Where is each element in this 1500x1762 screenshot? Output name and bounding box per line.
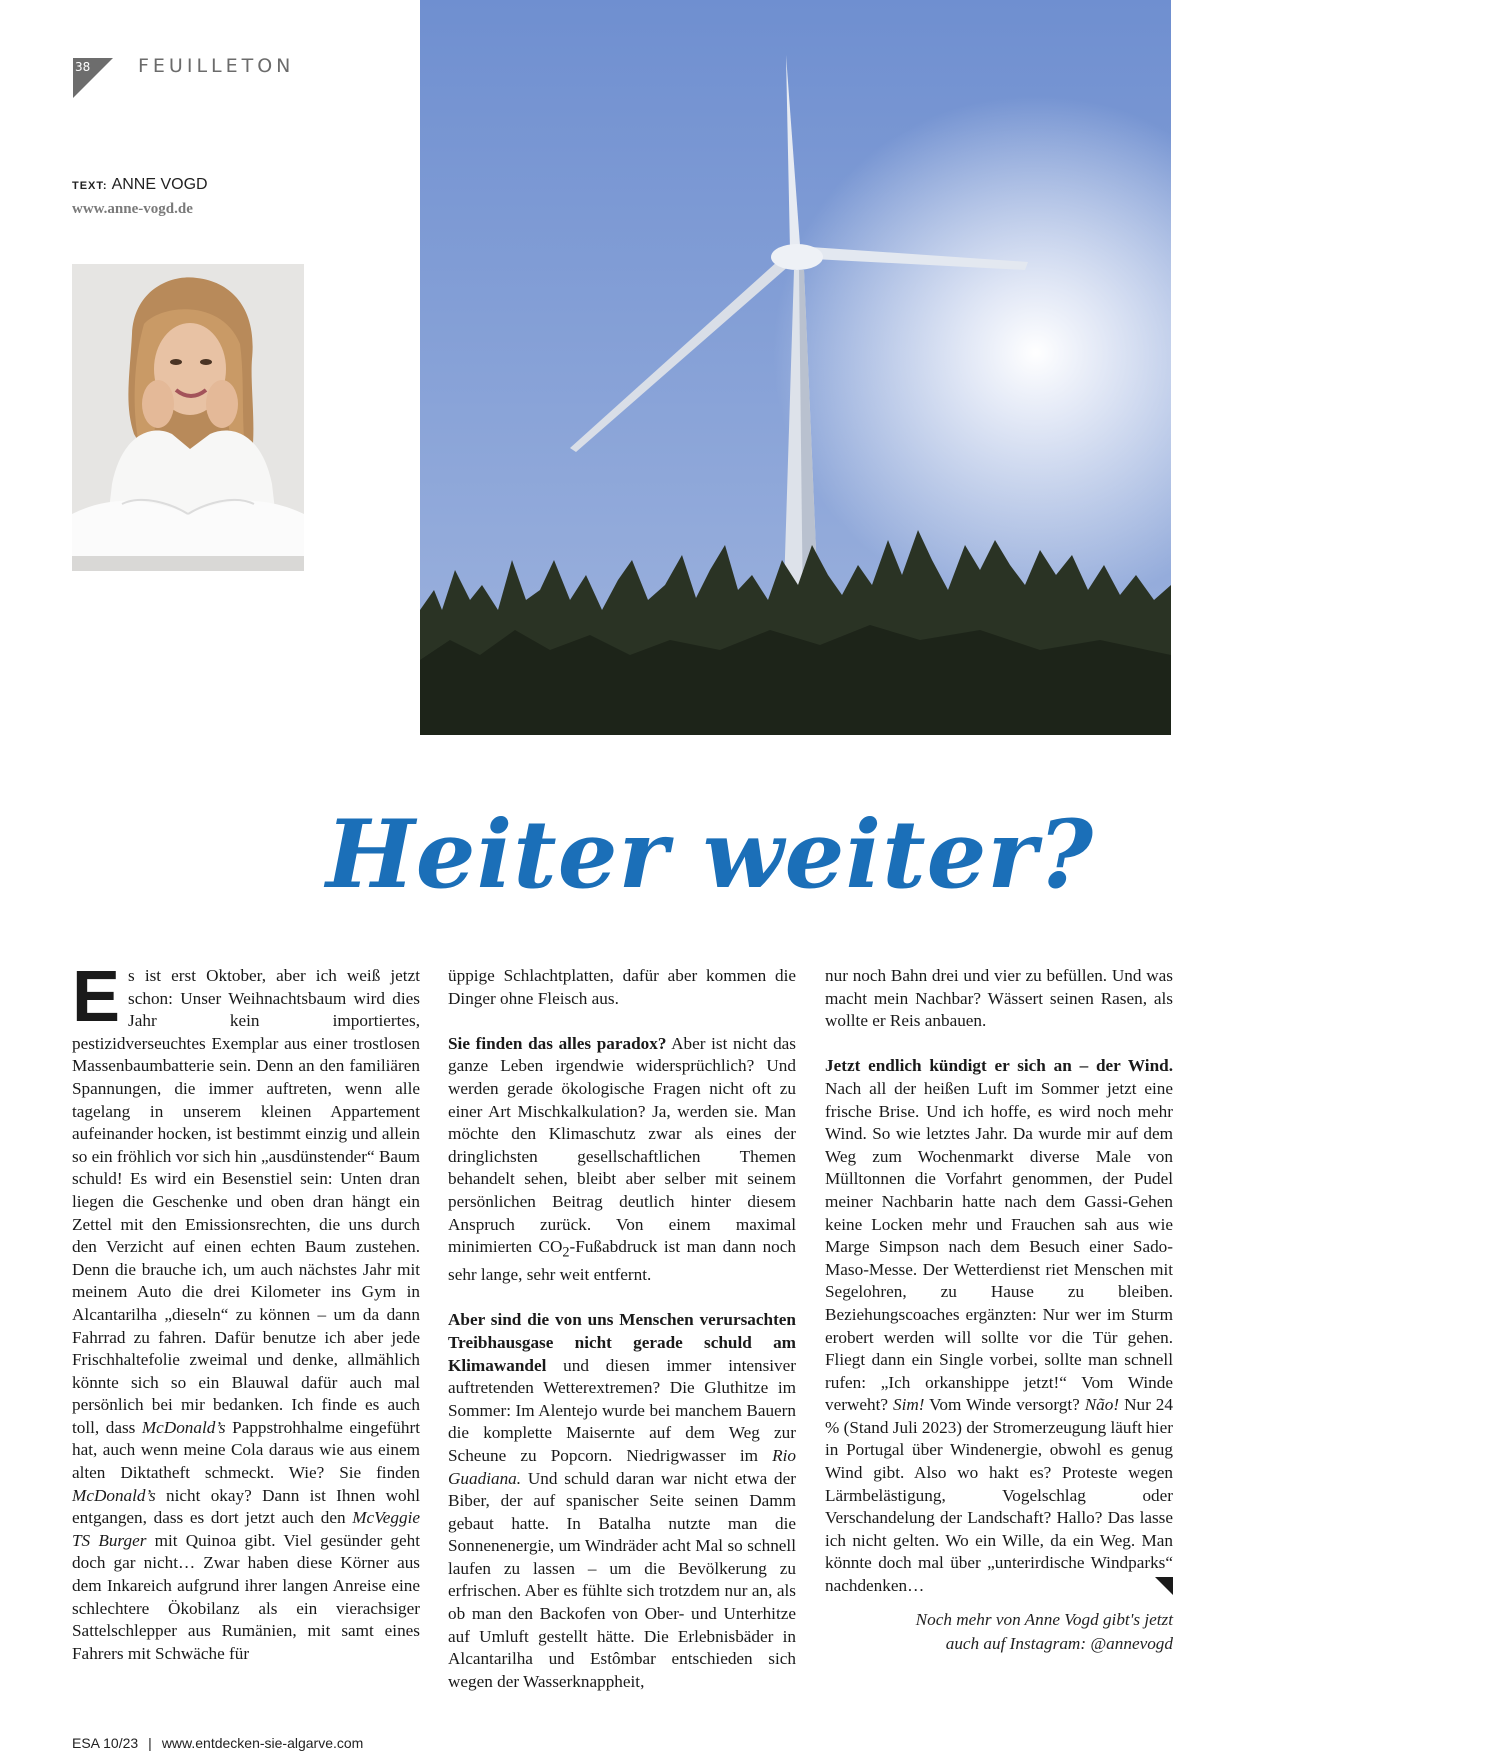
author-portrait (72, 264, 304, 571)
hero-wind-turbine-image (420, 0, 1171, 735)
end-mark-icon (1155, 1577, 1173, 1595)
text-run: Pappstrohhalme eingeführt hat, auch wenn meine Cola daraus wie aus einem alten Diktatheft schmeckt. Wie? Sie finden (72, 1417, 420, 1483)
author-website[interactable]: www.anne-vogd.de (72, 201, 193, 217)
author-label: TEXT: (72, 180, 108, 192)
text-run: Vom Winde versorgt? (924, 1395, 1085, 1415)
paragraph (825, 965, 1173, 1033)
footer-issue: ESA 10/23 (72, 1735, 139, 1751)
article-column-3 (825, 965, 1173, 1620)
paragraph (448, 965, 796, 1010)
text-run: nicht okay? Dann ist Ihnen wohl entgangen, dass es dort jetzt auch den (72, 1485, 420, 1528)
subscript: 2 (562, 1244, 570, 1261)
text-run: s ist erst Oktober, aber ich weiß jetzt schon: Unser Weihnachtsbaum wird dies Jahr kein importiertes, pestizidverseuchtes Exemplar aus einer trostlosen Massenbaumbatterie sein. Denn an den familiären Spannungen, die immer auftreten, wenn alle tagelang in unserem kleinen Appartement aufeinander hocken, ist bestimmt einzig und allein so ein fröhlich vor sich hin „ausdünstender“ Baum schuld! Es wird ein Besenstiel sein: Unten dran liegen die Geschenke und oben dran hängt ein Zettel mit den Emissionsrechten, die uns durch den Verzicht auf einen echten Baum zustehen. Denn die brauche ich, um auch nächstes Jahr mit meinem Auto die drei Kilometer ins Gym in Alcantarilha „dieseln“ zu können – um da dann Fahrrad zu fahren. Dafür benutze ich aber jede Frischhaltefolie zweimal und denke, allmählich könnte sich so ein Blauwal dafür auch mal persönlich bei mir bedanken. Ich finde es auch toll, dass (72, 966, 420, 1437)
italic-term: McDonald’s (72, 1485, 156, 1505)
note-line-1: Noch mehr von Anne Vogd gibt's jetzt (915, 1610, 1173, 1629)
text-run: nur noch Bahn drei und vier zu befüllen. Und was macht mein Nachbar? Wässert seinen Rasen, als wollte er Reis anbauen. (825, 966, 1173, 1031)
italic-term: Sim! (892, 1395, 925, 1415)
footer-separator: | (148, 1735, 152, 1751)
headline-text: Heiter weiter? (325, 800, 1095, 910)
author-credit (72, 176, 208, 194)
page-footer (72, 1735, 363, 1751)
article-column-1 (72, 957, 420, 1688)
paragraph (825, 1055, 1173, 1597)
text-run: Nur 24 % (Stand Juli 2023) der Stromerzeugung läuft hier in Portugal über Windenergie, obwohl es genug Wind gibt. Also wo hakt es? Proteste wegen Lärmbelästigung, Vogelschlag oder Verschandelung der Landschaft? Hallo? Das lasse ich nicht gelten. Wo ein Wille, da ein Weg. Man könnte doch mal über „unterirdische Windparks“ nachdenken… (825, 1395, 1173, 1596)
text-run: Nach all der heißen Luft im Sommer jetzt eine frische Brise. Und ich hoffe, es wird noch mehr Wind. So wie letztes Jahr. Da wurde mir auf dem Weg zum Wochenmarkt diverse Male von Mülltonnen die Vorfahrt genommen, der Pudel meiner Nachbarin hatte nach dem Gassi-Gehen keine Locken mehr und Frauchen sah aus wie Marge Simpson nach dem Besuch einer Sado-Maso-Messe. Der Wetterdienst riet Menschen mit Segelohren, zu Hause zu bleiben. Beziehungscoaches ergänzten: Nur wer im Sturm erobert werden will sollte vor die Tür gehen. Fliegt dann ein Single vorbei, sollte man schnell rufen: „Ich orkanshippe jetzt!“ Vom Winde verweht? (825, 1078, 1173, 1415)
text-run: üppige Schlachtplatten, dafür aber kommen die Dinger ohne Fleisch aus. (448, 966, 796, 1008)
article-column-2 (448, 965, 796, 1716)
italic-term: Rio Guadiana. (448, 1445, 796, 1488)
paragraph (72, 957, 420, 1665)
section-title: FEUILLETON (138, 55, 295, 77)
paragraph (448, 1309, 796, 1693)
text-run: -Fußabdruck ist man dann noch sehr lange, sehr weit entfernt. (448, 1237, 796, 1285)
bold-lead-in: Aber sind die von uns Menschen verursachten Treibhausgase nicht gerade schuld am Klimawandel (448, 1310, 796, 1375)
page-number: 38 (75, 60, 91, 74)
paragraph (448, 1033, 796, 1287)
bold-lead-in: Sie finden das alles paradox? (448, 1033, 667, 1053)
text-run: und diesen immer intensiver auftretenden Wetterextremen? Die Gluthitze im Sommer: Im Alentejo wurde bei manchem Bauern die komplette Maisernte auf dem Weg zur Scheune zu Popcorn. Niedrigwasser im (448, 1355, 796, 1465)
footer-website[interactable]: www.entdecken-sie-algarve.com (161, 1735, 364, 1751)
author-name: ANNE VOGD (111, 176, 208, 193)
text-run: Und schuld daran war nicht etwa der Biber, der auf spanischer Seite seinen Damm gebaut hatte. In Batalha nutzte man die Sonnenenergie, um Windräder acht Mal so schnell laufen zu lassen – um die Bevölkerung zu erfrischen. Aber es fühlte sich trotzdem nur an, als ob man den Backofen von Ober- und Unterhitze auf Umluft gestellt hätte. Die Erlebnisbäder in Alcantarilha und Estômbar entschieden sich wegen der Wasserknappheit, (448, 1468, 796, 1691)
article-headline (0, 800, 1500, 910)
instagram-note (825, 1608, 1173, 1656)
text-run: mit Quinoa gibt. Viel gesünder geht doch gar nicht… Zwar haben diese Körner aus dem Inkareich aufgrund ihrer langen Anreise eine schlechtere Ökobilanz als ein vierachsiger Sattelschlepper aus Rumänien, mit samt eines Fahrers mit Schwäche für (72, 1530, 420, 1663)
note-line-2: auch auf Instagram: @annevogd (945, 1634, 1173, 1653)
italic-term: Não! (1084, 1395, 1120, 1415)
text-run: Aber ist nicht das ganze Leben irgendwie widersprüchlich? Und werden gerade ökologische Fragen nicht oft zu einer Art Mischkalkulation? Ja, werden sie. Man möchte den Klimaschutz zwar als eines der dringlichsten gesellschaftlichen Themen behandelt sehen, bleibt aber selber mit seinem persönlichen Beitrag deutlich hinter diesem Anspruch zurück. Von einem maximal minimierten CO (448, 1033, 796, 1257)
italic-term: McDonald’s (141, 1417, 226, 1437)
bold-lead-in: Jetzt endlich kündigt er sich an – der Wind. (825, 1056, 1173, 1076)
drop-cap: E (72, 957, 121, 1037)
italic-term: McVeggie TS Burger (72, 1508, 420, 1550)
